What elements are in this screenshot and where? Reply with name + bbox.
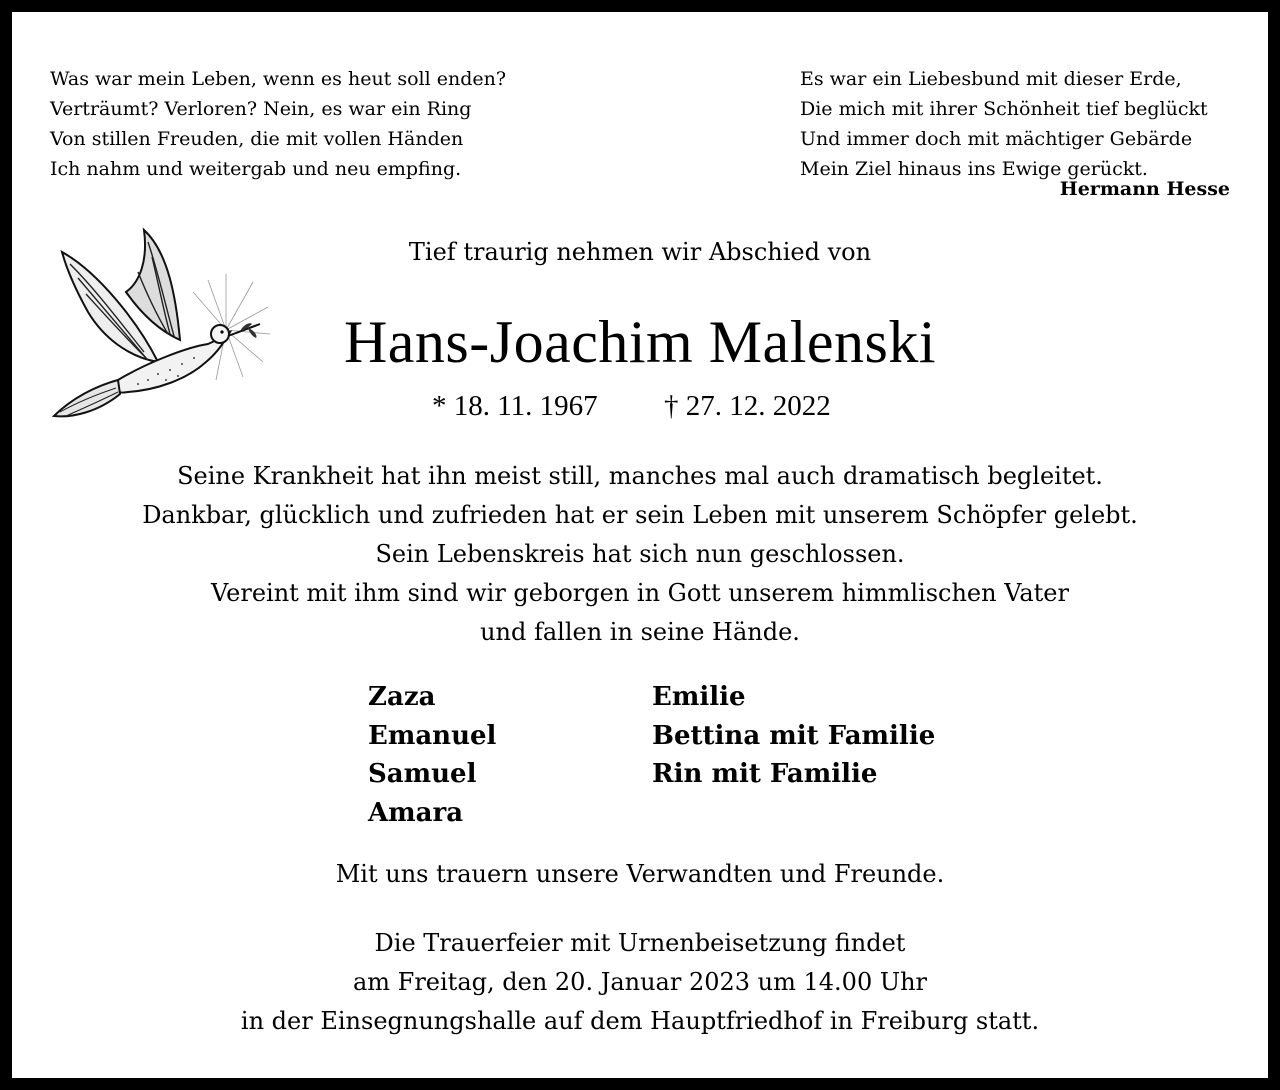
service-line: am Freitag, den 20. Januar 2023 um 14.00 Uhr — [352, 968, 928, 996]
mourner-name: Emanuel — [368, 720, 497, 751]
message-line: Vereint mit ihm sind wir geborgen in Gott unserem himmlischen Vater — [211, 579, 1069, 607]
poem-line: Ich nahm und weitergab und neu empfing. — [50, 158, 462, 180]
poem-line: Verträumt? Verloren? Nein, es war ein Ring — [50, 98, 472, 120]
poem-right — [800, 64, 1208, 184]
deceased-name: Hans-Joachim Malenski — [343, 309, 937, 375]
mourn-line: Mit uns trauern unsere Verwandten und Freunde. — [335, 860, 945, 888]
message-line: und fallen in seine Hände. — [480, 618, 800, 646]
poem-line: Es war ein Liebesbund mit dieser Erde, — [800, 68, 1182, 90]
mourner-name: Zaza — [368, 682, 436, 712]
poem-line: Was war mein Leben, wenn es heut soll enden? — [50, 68, 507, 90]
poem-line: Und immer doch mit mächtiger Gebärde — [800, 128, 1193, 150]
intro-line: Tief traurig nehmen wir Abschied von — [408, 238, 872, 266]
death-date: † 27. 12. 2022 — [664, 390, 831, 422]
mourner-name: Amara — [368, 797, 464, 828]
mourner-name: Rin mit Familie — [652, 759, 878, 789]
message-line: Sein Lebenskreis hat sich nun geschlossen. — [375, 540, 905, 568]
service-line: in der Einsegnungshalle auf dem Hauptfriedhof in Freiburg statt. — [240, 1007, 1040, 1035]
funeral-service-info — [12, 924, 1268, 1041]
mourners-left-column — [368, 678, 496, 832]
birth-date: * 18. 11. 1967 — [432, 390, 598, 422]
memorial-message — [12, 457, 1268, 652]
obituary-notice — [12, 12, 1268, 1078]
poem-line: Von stillen Freuden, die mit vollen Händen — [50, 128, 464, 150]
mourners-right-column — [652, 678, 935, 794]
poem-line: Mein Ziel hinaus ins Ewige gerückt. — [800, 158, 1148, 180]
service-line: Die Trauerfeier mit Urnenbeisetzung findet — [374, 929, 906, 957]
mourner-name: Bettina mit Familie — [652, 720, 936, 751]
message-line: Dankbar, glücklich und zufrieden hat er sein Leben mit unserem Schöpfer gelebt. — [142, 501, 1138, 529]
poem-left — [50, 64, 506, 184]
mourner-name: Samuel — [368, 759, 477, 789]
message-line: Seine Krankheit hat ihn meist still, manches mal auch dramatisch begleitet. — [177, 462, 1103, 490]
poem-author: Hermann Hesse — [1059, 178, 1230, 200]
poem-line: Die mich mit ihrer Schönheit tief beglückt — [800, 98, 1208, 120]
mourner-name: Emilie — [652, 682, 746, 712]
